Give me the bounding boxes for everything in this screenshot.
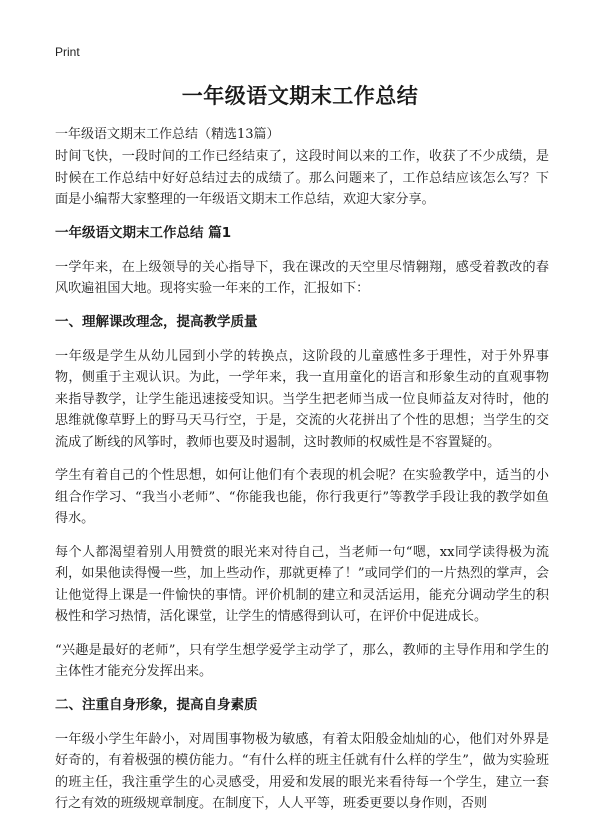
section1-paragraph-3: 每个人都渴望着别人用赞赏的眼光来对待自己，当老师一句“嗯，xx同学读得极为流利，如果他读得慢一些，加上些动作，那就更棒了！”或同学们的一片热烈的掌声，会让他觉得上课是一件愉快的事情。评价机制的建立和灵活运用，能充分调动学生的积极性和学习热情，活化课堂，让学生的情感得到认可，在评价中促进成长。 — [55, 544, 549, 624]
article-intro-paragraph: 一学年来，在上级领导的关心指导下，我在课改的天空里尽情翱翔，感受着教改的春风吹遍祖国大地。现将实验一年来的工作，汇报如下： — [55, 259, 549, 296]
section1-paragraph-1: 一年级是学生从幼儿园到小学的转换点，这阶段的儿童感性多于理性，对于外界事物，侧重于主观认识。为此，一学年来，我一直用童化的语言和形象生动的直观事物来指导教学，让学生能迅速接受知识。当学生把老师当成一位良师益友对待时，他的思维就像草野上的野马天马行空，于是，交流的火花拼出了个性的思想；当学生的交流成了断线的风筝时，教师也要及时遏制，这时教师的权威性是不容置疑的。 — [55, 348, 549, 450]
print-link[interactable]: Print — [55, 45, 80, 59]
section-heading-2: 二、注重自身形象，提高自身素质 — [55, 696, 258, 713]
section1-paragraph-4: “兴趣是最好的老师”，只有学生想学爱学主动学了，那么，教师的主导作用和学生的主体性才能充分发挥出来。 — [55, 642, 549, 679]
intro-paragraph: 时间飞快，一段时间的工作已经结束了，这段时间以来的工作，收获了不少成绩，是时候在工作总结中好好总结过去的成绩了。那么问题来了，工作总结应该怎么写？下面是小编帮大家整理的一年级语文期末工作总结，欢迎大家分享。 — [55, 149, 549, 207]
section1-paragraph-2: 学生有着自己的个性思想，如何让他们有个表现的机会呢？在实验教学中，适当的小组合作学习、“我当小老师”、“你能我也能，你行我更行”等教学手段让我的教学如鱼得水。 — [55, 468, 549, 526]
document-subtitle: 一年级语文期末工作总结（精选13篇） — [55, 127, 280, 142]
section2-paragraph-1: 一年级小学生年龄小，对周围事物极为敏感，有着太阳般金灿灿的心，他们对外界是好奇的，有着极强的模仿能力。“有什么样的班主任就有什么样的学生”，做为实验班的班主任，我注重学生的心灵感受，用爱和发展的眼光来看待每一个学生，建立一套行之有效的班级规章制度。在制度下，人人平等，班委更要以身作则，否则 — [55, 731, 549, 811]
document-title: 一年级语文期末工作总结 — [181, 84, 419, 108]
document-body — [55, 146, 549, 827]
article-heading: 一年级语文期末工作总结 篇1 — [55, 224, 232, 241]
section-heading-1: 一、理解课改理念，提高教学质量 — [55, 313, 258, 330]
